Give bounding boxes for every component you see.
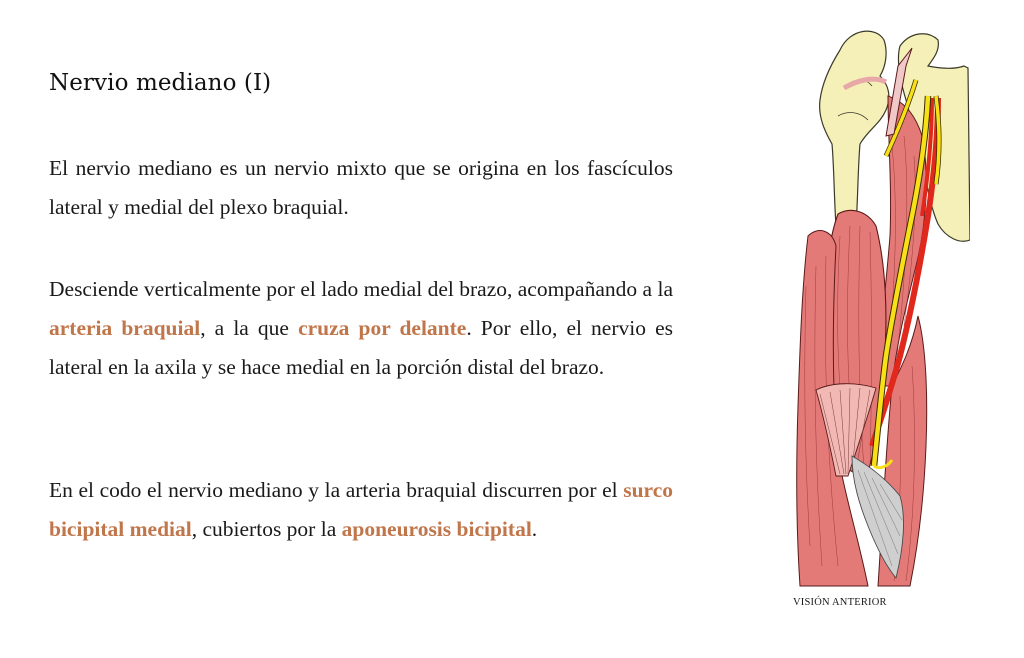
term-aponeurosis-bicipital[interactable]: aponeurosis bicipital <box>341 517 532 541</box>
arm-anatomy-illustration <box>788 26 970 591</box>
humerus-head-bone <box>820 31 889 226</box>
paragraph-course-text-2: , a la que <box>200 316 299 340</box>
figure-caption: VISIÓN ANTERIOR <box>793 597 887 608</box>
term-arteria-braquial[interactable]: arteria braquial <box>49 316 201 340</box>
paragraph-elbow-text-1: En el codo el nervio mediano y la arteria braquial discurren por el <box>49 478 624 502</box>
paragraph-course-text-3: . Por ello, el nervio es lateral en la axila y se hace medial en la porción distal del brazo. <box>49 316 673 379</box>
page-title: Nervio mediano (I) <box>49 70 272 96</box>
paragraph-course-text-1: Desciende verticalmente por el lado medial del brazo, acompañando a la <box>49 277 673 301</box>
paragraph-elbow-text-3: . <box>531 517 538 541</box>
term-cruza-por-delante[interactable]: cruza por delante <box>298 316 467 340</box>
paragraph-origin <box>49 149 673 227</box>
paragraph-elbow <box>49 471 673 549</box>
paragraph-origin-text: El nervio mediano es un nervio mixto que se origina en los fascículos lateral y medial del plexo braquial. <box>49 156 673 219</box>
paragraph-course <box>49 270 673 387</box>
paragraph-elbow-text-2: , cubiertos por la <box>191 517 342 541</box>
term-surco-bicipital-medial[interactable]: surco bicipital medial <box>49 478 673 541</box>
